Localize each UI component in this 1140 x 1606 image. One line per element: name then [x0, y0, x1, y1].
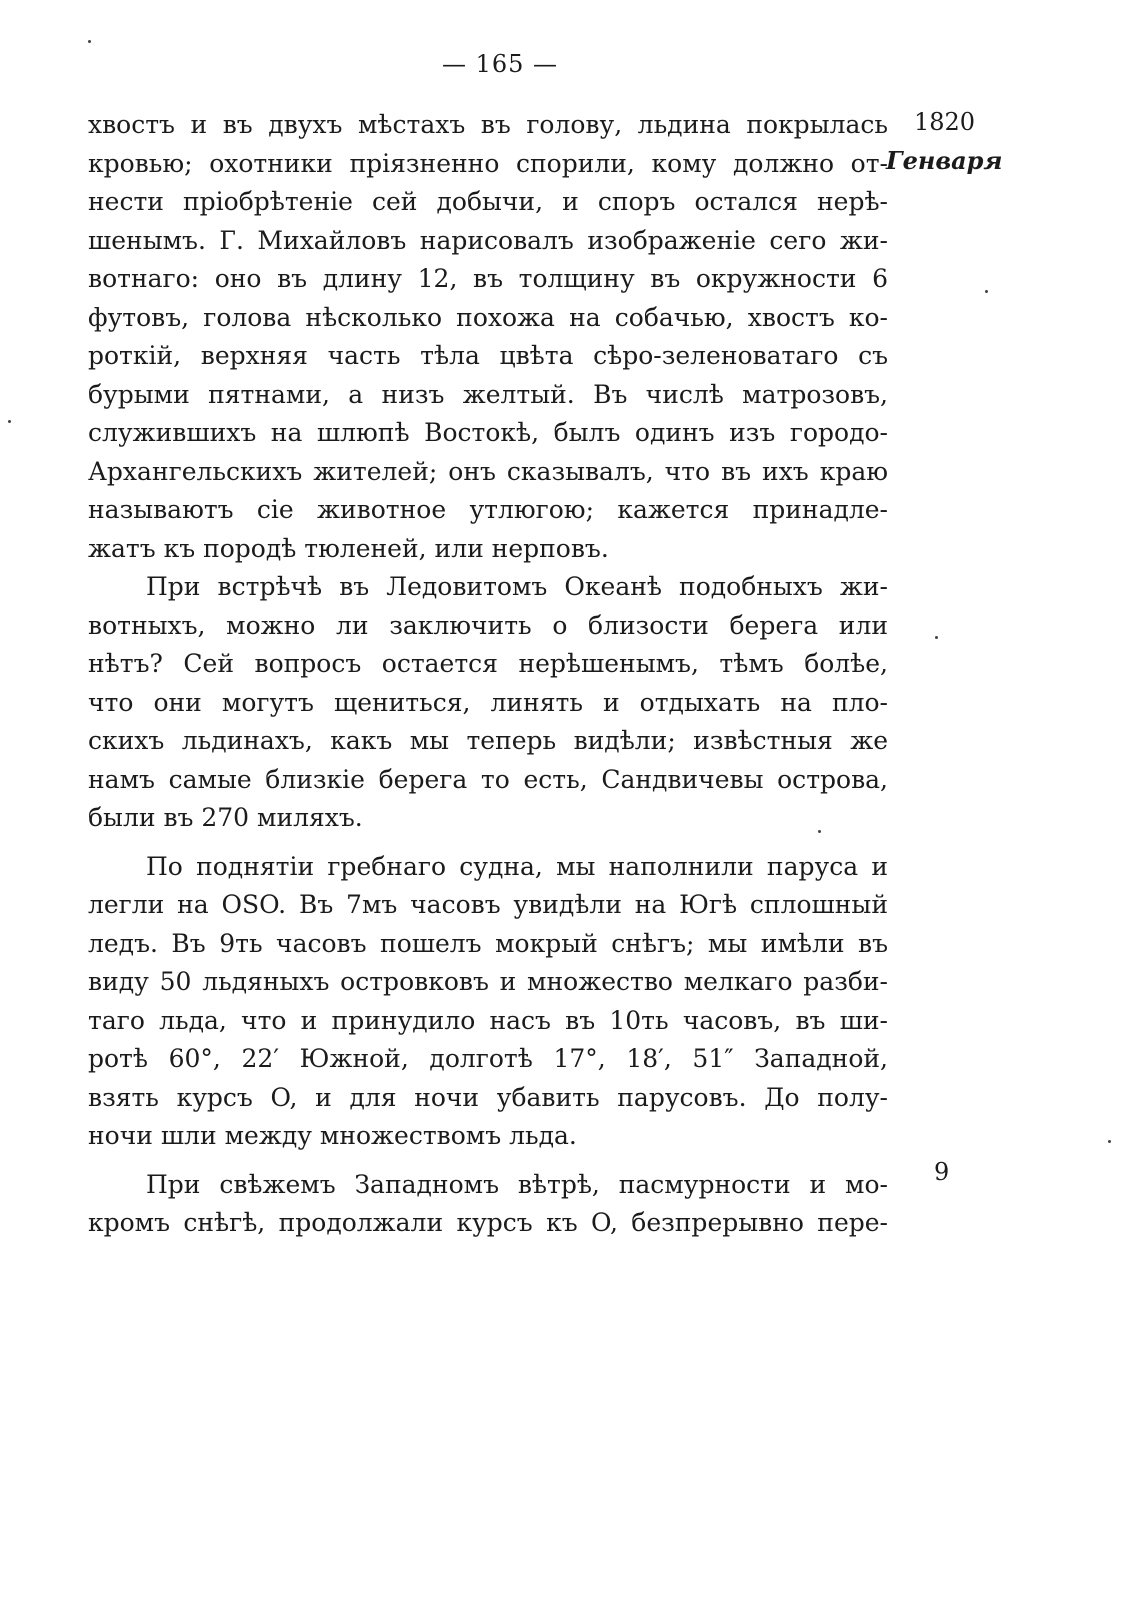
text-line: что они могутъ щениться, линять и отдыхать на пло-	[88, 687, 888, 717]
scan-speck	[8, 420, 11, 423]
page-number: — 165 —	[441, 50, 559, 78]
paragraph	[88, 848, 888, 1156]
text-line: По поднятіи гребнаго судна, мы наполнили паруса и	[146, 851, 888, 881]
text-line: жатъ къ породѣ тюленей, или нерповъ.	[88, 533, 609, 563]
scan-speck	[818, 830, 821, 833]
text-line: виду 50 льдяныхъ островковъ и множество мелкаго разби-	[88, 967, 888, 996]
text-line: футовъ, голова нѣсколько похожа на собачью, хвостъ ко-	[88, 302, 888, 332]
body-text	[88, 106, 888, 1243]
text-line: кромъ снѣгѣ, продолжали курсъ къ O, безпрерывно пере-	[88, 1208, 888, 1237]
text-line: ротѣ 60°, 22′ Южной, долготѣ 17°, 18′, 51″ Западной,	[88, 1044, 888, 1073]
scan-speck	[985, 290, 988, 293]
text-line: ледъ. Въ 9ть часовъ пошелъ мокрый снѣгъ; мы имѣли въ	[88, 928, 888, 958]
text-line: вотнаго: оно въ длину 12, въ толщину въ окружности 6	[88, 264, 888, 293]
text-line: бурыми пятнами, а низъ желтый. Въ числѣ матрозовъ,	[88, 379, 888, 409]
text-line: При встрѣчѣ въ Ледовитомъ Океанѣ подобныхъ жи-	[146, 572, 888, 601]
text-line: служившихъ на шлюпѣ Востокѣ, былъ одинъ изъ городо-	[88, 418, 888, 447]
text-line: кровью; охотники пріязненно спорили, кому должно от-	[88, 148, 888, 178]
text-line: ночи шли между множествомъ льда.	[88, 1121, 577, 1150]
text-line: Архангельскихъ жителей; онъ сказывалъ, что въ ихъ краю	[88, 456, 888, 486]
scan-speck	[88, 40, 91, 43]
scan-speck	[1108, 1140, 1111, 1143]
scan-speck	[935, 636, 938, 639]
paragraph	[88, 568, 888, 838]
text-line: намъ самые близкіе берега то есть, Сандвичевы острова,	[88, 764, 888, 794]
text-line: вотныхъ, можно ли заключить о близости берега или	[88, 610, 888, 640]
margin-note-year: 1820	[914, 108, 976, 136]
text-line: хвостъ и въ двухъ мѣстахъ въ голову, льдина покрылась	[88, 110, 888, 139]
paragraph	[88, 106, 888, 568]
text-line: были въ 270 миляхъ.	[88, 803, 363, 832]
text-line: При свѣжемъ Западномъ вѣтрѣ, пасмурности и мо-	[146, 1169, 888, 1199]
text-line: таго льда, что и принудило насъ въ 10ть часовъ, въ ши-	[88, 1005, 888, 1035]
paragraph-spacer	[88, 838, 888, 848]
text-line: шенымъ. Г. Михайловъ нарисовалъ изображеніе сего жи-	[88, 225, 888, 255]
text-line: нѣтъ? Сей вопросъ остается нерѣшенымъ, тѣмъ болѣе,	[88, 649, 888, 678]
margin-note-month: Генваря	[886, 146, 1003, 175]
text-line: скихъ льдинахъ, какъ мы теперь видѣли; извѣстныя же	[88, 726, 888, 755]
paragraph-spacer	[88, 1156, 888, 1166]
paragraph	[88, 1166, 888, 1243]
margin-note-day: 9	[934, 1158, 950, 1186]
text-line: роткій, верхняя часть тѣла цвѣта сѣро-зеленоватаго съ	[88, 341, 888, 370]
text-line: нести пріобрѣтеніе сей добычи, и споръ остался нерѣ-	[88, 187, 888, 216]
text-line: называютъ сіе животное утлюгою; кажется принадле-	[88, 495, 888, 524]
text-line: взять курсъ O, и для ночи убавить парусовъ. До полу-	[88, 1082, 888, 1112]
text-line: легли на OSO. Въ 7мъ часовъ увидѣли на Югѣ сплошный	[88, 890, 888, 919]
